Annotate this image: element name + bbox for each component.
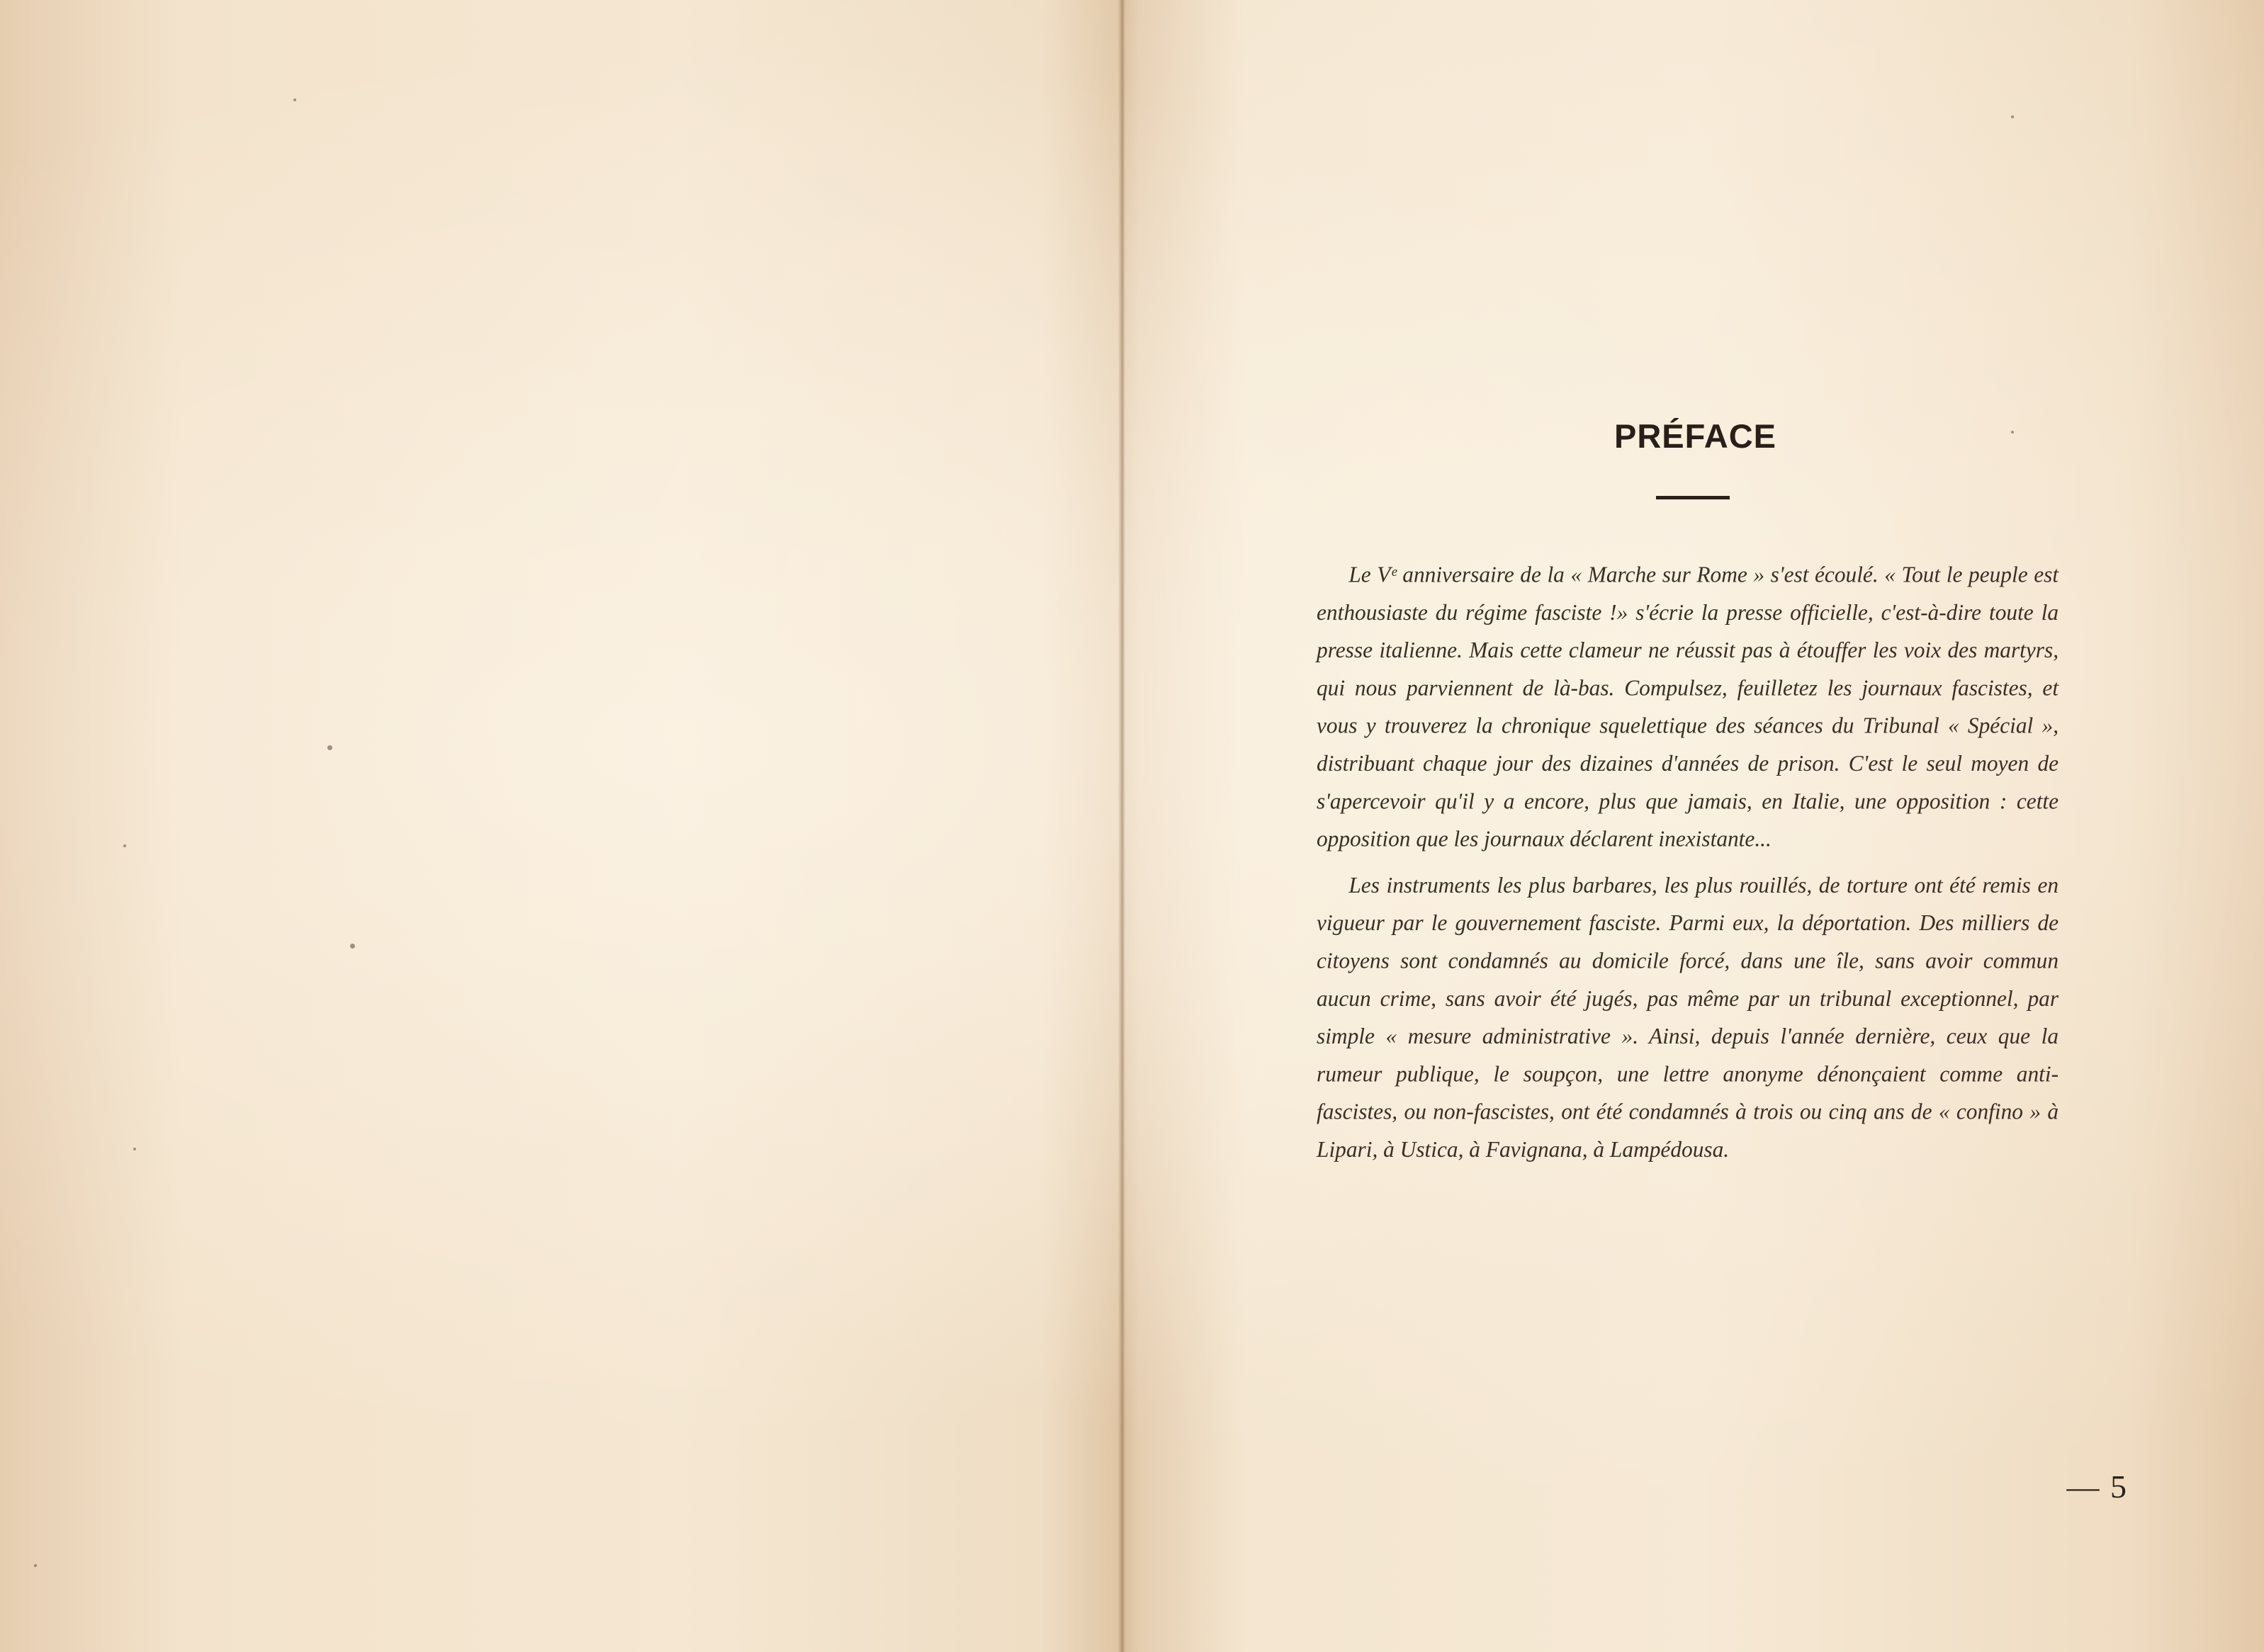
paper-speck xyxy=(293,98,296,101)
paper-speck xyxy=(34,1564,37,1567)
paper-speck xyxy=(133,1148,136,1150)
page-title: PRÉFACE xyxy=(1614,417,1776,455)
preface-body xyxy=(1317,556,2059,1169)
paper-speck xyxy=(2011,115,2014,118)
paper-speck xyxy=(123,844,126,847)
paper-speck xyxy=(327,745,332,750)
book-gutter xyxy=(1118,0,1125,1652)
page-number: — 5 xyxy=(2066,1469,2128,1505)
left-page-blank xyxy=(0,0,1121,1652)
preface-paragraph-2: Les instruments les plus barbares, les plus rouillés, de torture ont été remis en vigueur par le gouvernement fasciste. Parmi eux, la déportation. Des milliers de citoyens sont condamnés au domicile forcé, dans une île, sans avoir commun aucun crime, sans avoir été jugés, pas même par un tribunal exceptionnel, par simple « mesure administrative ». Ainsi, depuis l'année dernière, ceux que la rumeur publique, le soupçon, une lettre anonyme dénonçaient comme anti-fascistes, ou non-fascistes, ont été condamnés à trois ou cinq ans de « confino » à Lipari, à Ustica, à Favignana, à Lampédousa. xyxy=(1317,873,2059,1162)
title-divider xyxy=(1656,496,1730,499)
paper-speck xyxy=(350,944,355,949)
preface-paragraph-1: Le Vᵉ anniversaire de la « Marche sur Rome » s'est écoulé. « Tout le peuple est enthousiaste du régime fasciste !» s'écrie la presse officielle, c'est-à-dire toute la presse italienne. Mais cette clameur ne réussit pas à étouffer les voix des martyrs, qui nous parviennent de là-bas. Compulsez, feuilletez les journaux fascistes, et vous y trouverez la chronique squelettique des séances du Tribunal « Spécial », distribuant chaque jour des dizaines d'années de prison. C'est le seul moyen de s'apercevoir qu'il y a encore, plus que jamais, en Italie, une opposition : cette opposition que les journaux déclarent inexistante... xyxy=(1317,562,2059,852)
paper-speck xyxy=(2011,431,2014,434)
right-page xyxy=(1127,0,2264,1652)
